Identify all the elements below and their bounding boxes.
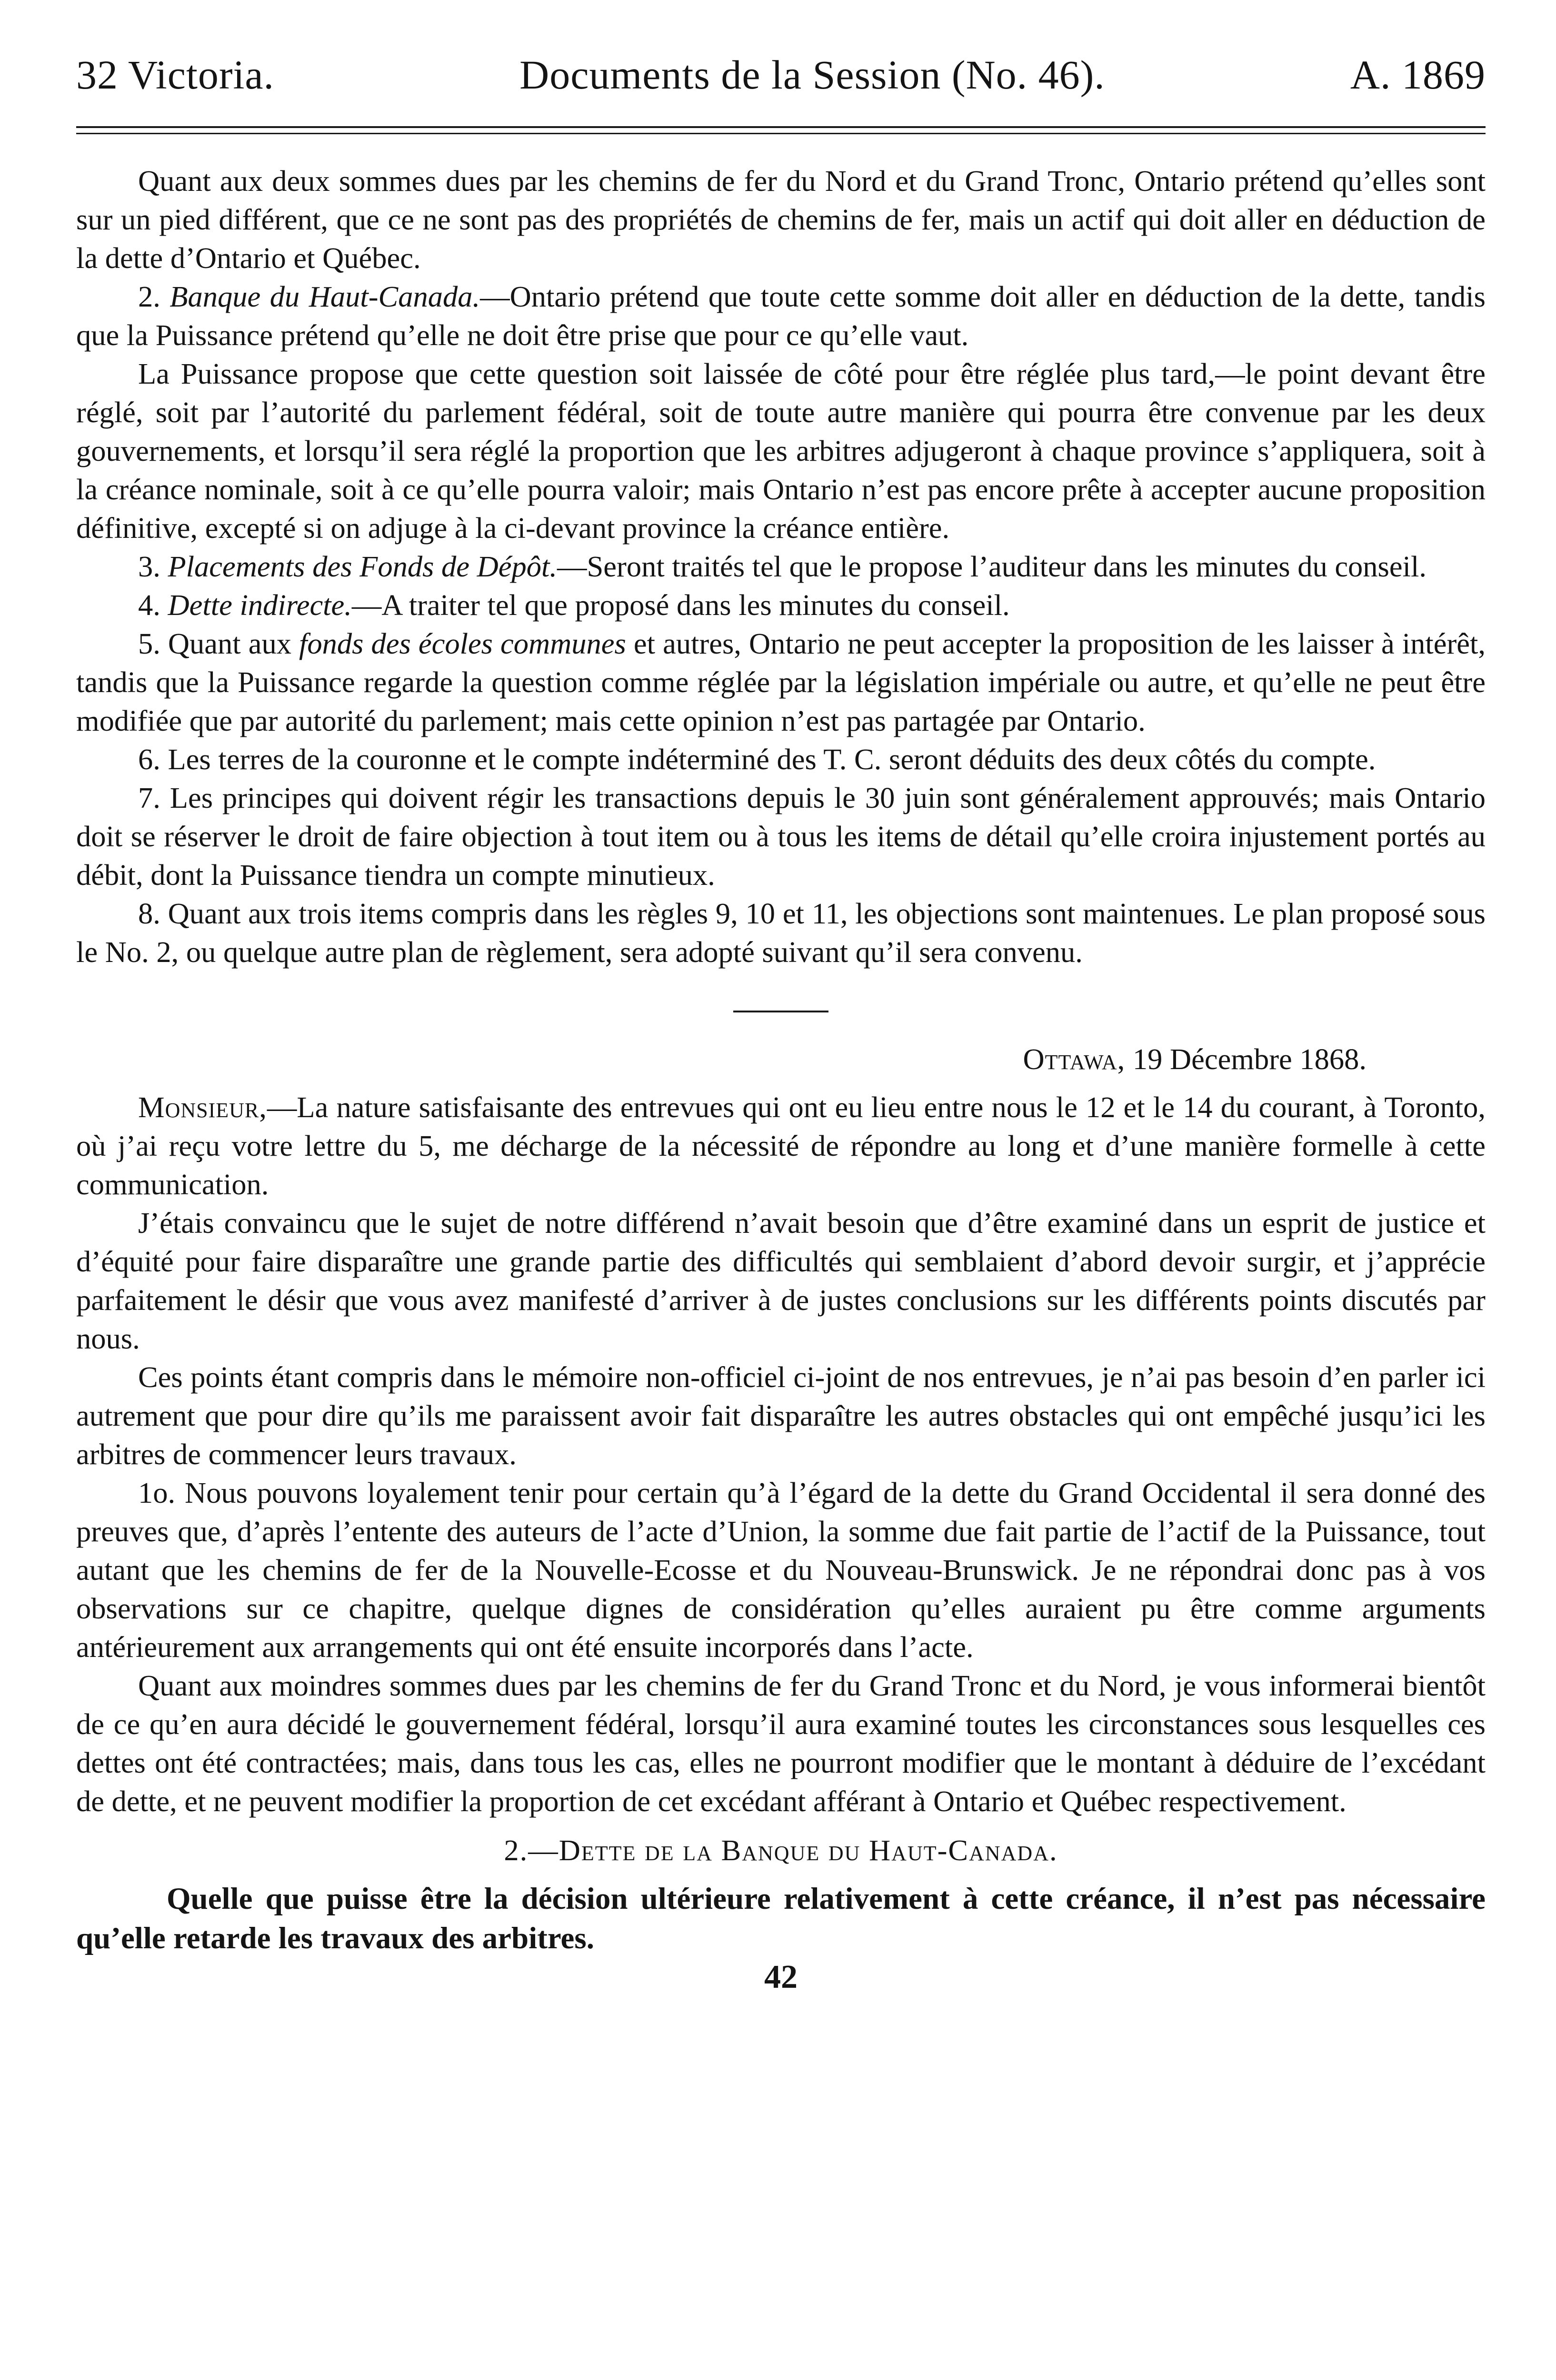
header-document-number: A. 1869 [1350,52,1486,98]
bold-paragraph-block [76,1879,1486,1958]
running-head [76,52,1486,98]
item-title: Banque du Haut-Canada. [170,279,480,313]
paragraph: 7. Les principes qui doivent régir les transactions depuis le 30 juin sont généralement approuvés; mais Ontario doit se réserver le droit de faire objection à tout item ou à tous les items de détail qu’elle croira injustement portés au débit, dont la Puissance tiendra un compte minutieux. [76,781,1486,892]
paragraph: J’étais convaincu que le sujet de notre différend n’avait besoin que d’être examiné dans un esprit de justice et d’équité pour faire disparaître une grande partie des difficultés qui semblaient d’abord devoir surgir, et j’apprécie parfaitement le désir que vous avez manifesté d’arriver à de justes conclusions sur les différents points discutés par nous. [76,1206,1486,1355]
item-text: et autres, Ontario ne peut accepter la proposition de les laisser à intérêt, tandis que la Puissance regarde la question comme réglée par la législation impériale ou autre, et qu’elle ne peut être modifiée que par autorité du parlement; mais cette opinion n’est pas partagée par Ontario. [76,626,1486,737]
item-text: —A traiter tel que proposé dans les minutes du conseil. [351,588,1010,622]
item-text: 5. Quant aux [138,626,291,660]
paragraph [76,586,1486,625]
paragraph [76,547,1486,586]
page [76,52,1486,1996]
item-emphasis: fonds des écoles communes [299,626,626,660]
item-number: 3. [138,549,160,583]
header-session-year: 32 Victoria. [76,52,275,98]
header-double-rule [76,126,1486,134]
section-separator [733,1011,828,1012]
paragraph [76,1088,1486,1204]
paragraph-text: —La nature satisfaisante des entrevues qui ont eu lieu entre nous le 12 et le 14 du courant, à Toronto, où j’ai reçu votre lettre du 5, me décharge de la nécessité de répondre au long et d’une manière formelle à cette communication. [76,1090,1486,1201]
item-text: —Ontario prétend que toute cette somme doit aller en déduction de la dette, tandis que la Puissance prétend qu’elle ne doit être prise que pour ce qu’elle vaut. [76,279,1486,352]
letter-text [76,1088,1486,1821]
letter-salutation: Monsieur, [138,1090,267,1124]
paragraph: La Puissance propose que cette question soit laissée de côté pour être réglée plus tard,—le point devant être réglé, soit par l’autorité du parlement fédéral, soit de toute autre manière qui pourra être convenue par les deux gouvernements, et lorsqu’il sera réglé la proportion que les arbitres adjugeront à chaque province s’appliquera, soit à la créance nominale, soit à ce qu’elle pourra valoir; mais Ontario n’est pas encore prête à accepter aucune proposition définitive, excepté si on adjuge à la ci-devant province la créance entière. [76,357,1486,545]
paragraph: 1o. Nous pouvons loyalement tenir pour certain qu’à l’égard de la dette du Grand Occidental il sera donné des preuves que, d’après l’entente des auteurs de l’acte d’Union, la somme due fait partie de l’actif de la Puissance, tout autant que les chemins de fer de la Nouvelle-Ecosse et du Nouveau-Brunswick. Je ne répondrai donc pas à vos observations sur ce chapitre, quelque dignes de considération qu’elles auraient pu être comme arguments antérieurement aux arrangements qui ont été ensuite incorporés dans l’acte. [76,1476,1486,1664]
letter-date: 19 Décembre 1868. [1132,1042,1366,1076]
page-number: 42 [764,1958,798,1995]
paragraph: 6. Les terres de la couronne et le compte indéterminé des T. C. seront déduits des deux côtés du compte. [138,742,1376,776]
paragraph: Quelle que puisse être la décision ultérieure relativement à cette créance, il n’est pas nécessaire qu’elle retarde les travaux des arbitres. [76,1881,1486,1955]
item-number: 2. [138,279,160,313]
paragraph: Quant aux deux sommes dues par les chemins de fer du Nord et du Grand Tronc, Ontario prétend qu’elles sont sur un pied différent, que ce ne sont pas des propriétés de chemins de fer, mais un actif qui doit aller en déduction de la dette d’Ontario et Québec. [76,164,1486,275]
item-text: —Seront traités tel que le propose l’auditeur dans les minutes du conseil. [557,549,1426,583]
paragraph: 8. Quant aux trois items compris dans les règles 9, 10 et 11, les objections sont maintenues. Le plan proposé sous le No. 2, ou quelque autre plan de règlement, sera adopté suivant qu’il sera convenu. [76,896,1486,969]
letter-dateline [76,1040,1486,1079]
section-heading: 2.—Dette de la Banque du Haut-Canada. [504,1833,1058,1867]
header-document-title: Documents de la Session (No. 46). [519,52,1105,98]
item-title: Dette indirecte. [168,588,352,622]
letter-place: Ottawa, [1023,1042,1126,1076]
paragraph: Ces points étant compris dans le mémoire non-officiel ci-joint de nos entrevues, je n’ai pas besoin d’en parler ici autrement que pour dire qu’ils me paraissent avoir fait disparaître les autres obstacles qui ont empêché jusqu’ici les arbitres de commencer leurs travaux. [76,1360,1486,1471]
item-number: 4. [138,588,160,622]
paragraph [76,278,1486,355]
paragraph: Quant aux moindres sommes dues par les chemins de fer du Grand Tronc et du Nord, je vous informerai bientôt de ce qu’en aura décidé le gouvernement fédéral, lorsqu’il aura examiné toutes les circonstances sous lesquelles ces dettes ont été contractées; mais, dans tous les cas, elles ne pourront modifier que le montant à déduire de l’excédant de dette, et ne peuvent modifier la proportion de cet excédant afférant à Ontario et Québec respectivement. [76,1668,1486,1818]
paragraph [76,625,1486,740]
item-title: Placements des Fonds de Dépôt. [168,549,558,583]
memorandum-text [76,162,1486,972]
